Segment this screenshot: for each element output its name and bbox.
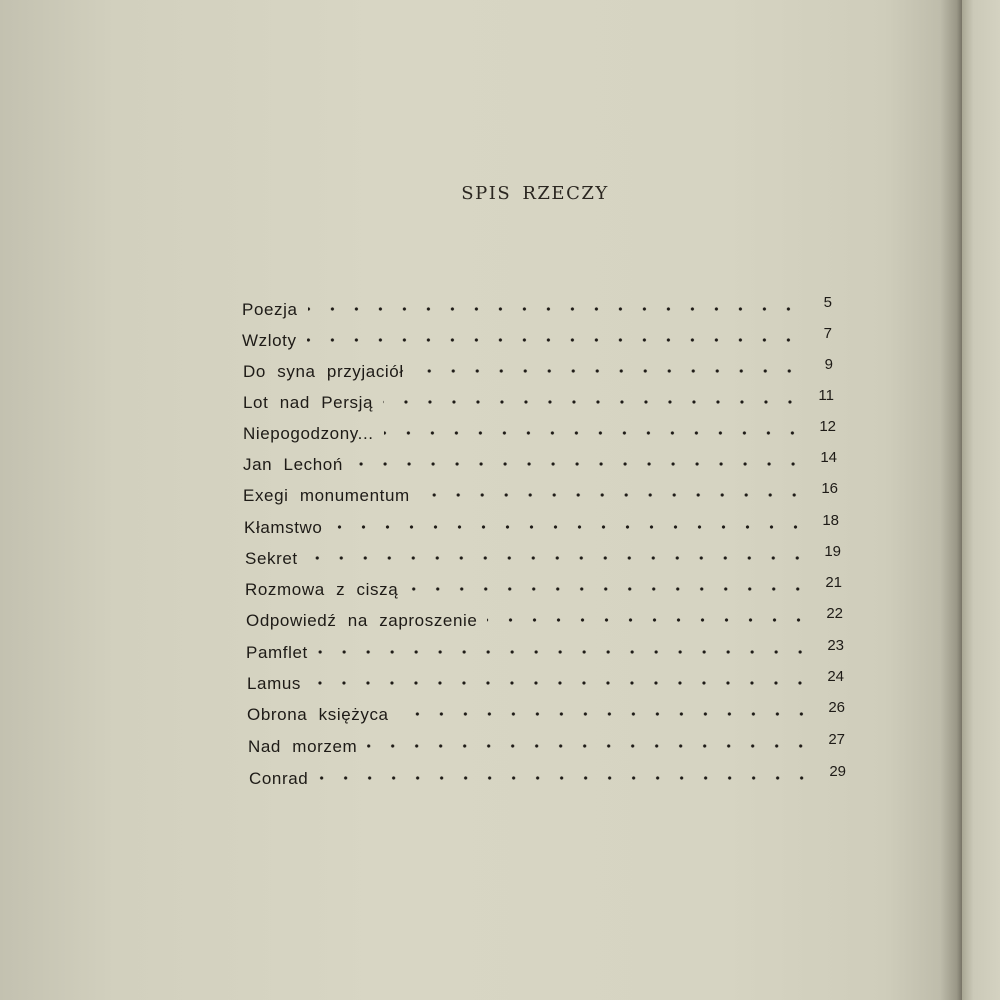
toc-entry-page: 11 [818,387,834,404]
toc-entry [247,668,844,698]
dot-leader [414,365,801,377]
toc-entry-title: Poezja [242,300,298,319]
toc-entry-title: Jan Lechoń [243,455,343,474]
toc-entry-page: 12 [819,418,836,435]
toc-entry [243,356,833,386]
toc-entry-title: Obrona księżyca [247,705,389,724]
dot-leader [333,521,808,533]
toc-entry [245,574,842,604]
toc-entry-page: 23 [827,637,844,654]
toc-entry-title: Exegi monumentum [243,486,410,505]
toc-entry [243,418,836,448]
dot-leader [408,583,810,595]
toc-entry [242,325,832,355]
dot-leader [318,772,814,784]
toc-entry-page: 14 [820,449,837,466]
toc-entry-page: 16 [821,480,838,497]
toc-entry-title: Sekret [245,549,298,568]
dot-leader [308,552,809,564]
toc-entry [242,294,832,324]
toc-entry-title: Kłamstwo [244,518,323,537]
toc-entry-title: Wzloty [242,331,297,350]
toc-entry-page: 24 [827,668,844,685]
dot-leader [353,458,805,470]
toc-entry-page: 5 [823,294,832,311]
toc-heading: SPIS RZECZY [461,183,609,204]
toc-entry-title: Odpowiedź na zaproszenie [246,611,478,630]
toc-entry-title: Do syna przyjaciół [243,362,404,381]
toc-entry-title: Rozmowa z ciszą [245,580,399,599]
toc-entry-page: 19 [824,543,841,560]
toc-entry [246,637,844,667]
toc-entry-page: 21 [825,574,842,591]
dot-leader [307,334,800,346]
toc-entry [246,605,843,635]
toc-entry [244,512,839,542]
dot-leader [318,646,812,658]
toc-entry-title: Lot nad Persją [243,393,374,412]
toc-entry-title: Nad morzem [248,737,358,756]
dot-leader [399,708,813,720]
toc-entry [248,731,845,761]
toc-entry [243,480,838,510]
dot-leader [383,396,802,408]
toc-entry [243,387,834,417]
toc-entry-title: Niepogodzony... [243,424,374,443]
toc-entry-title: Pamflet [246,643,308,662]
dot-leader [487,614,811,626]
toc-entry [249,763,846,793]
toc-entry-page: 26 [828,699,845,716]
toc-entry-page: 9 [824,356,833,373]
dot-leader [384,427,804,439]
toc-entry-page: 18 [822,512,839,529]
toc-entry-page: 22 [826,605,843,622]
toc-entry-page: 7 [823,325,832,342]
toc-entry [245,543,841,573]
dot-leader [420,489,806,501]
dot-leader [367,740,813,752]
toc-entry-title: Lamus [247,674,302,693]
toc-entry [243,449,837,479]
dot-leader [311,677,812,689]
toc-entry-page: 27 [828,731,845,748]
toc-entry-page: 29 [829,763,846,780]
toc-entry-title: Conrad [249,769,309,788]
toc-entry [247,699,845,729]
dot-leader [308,303,800,315]
